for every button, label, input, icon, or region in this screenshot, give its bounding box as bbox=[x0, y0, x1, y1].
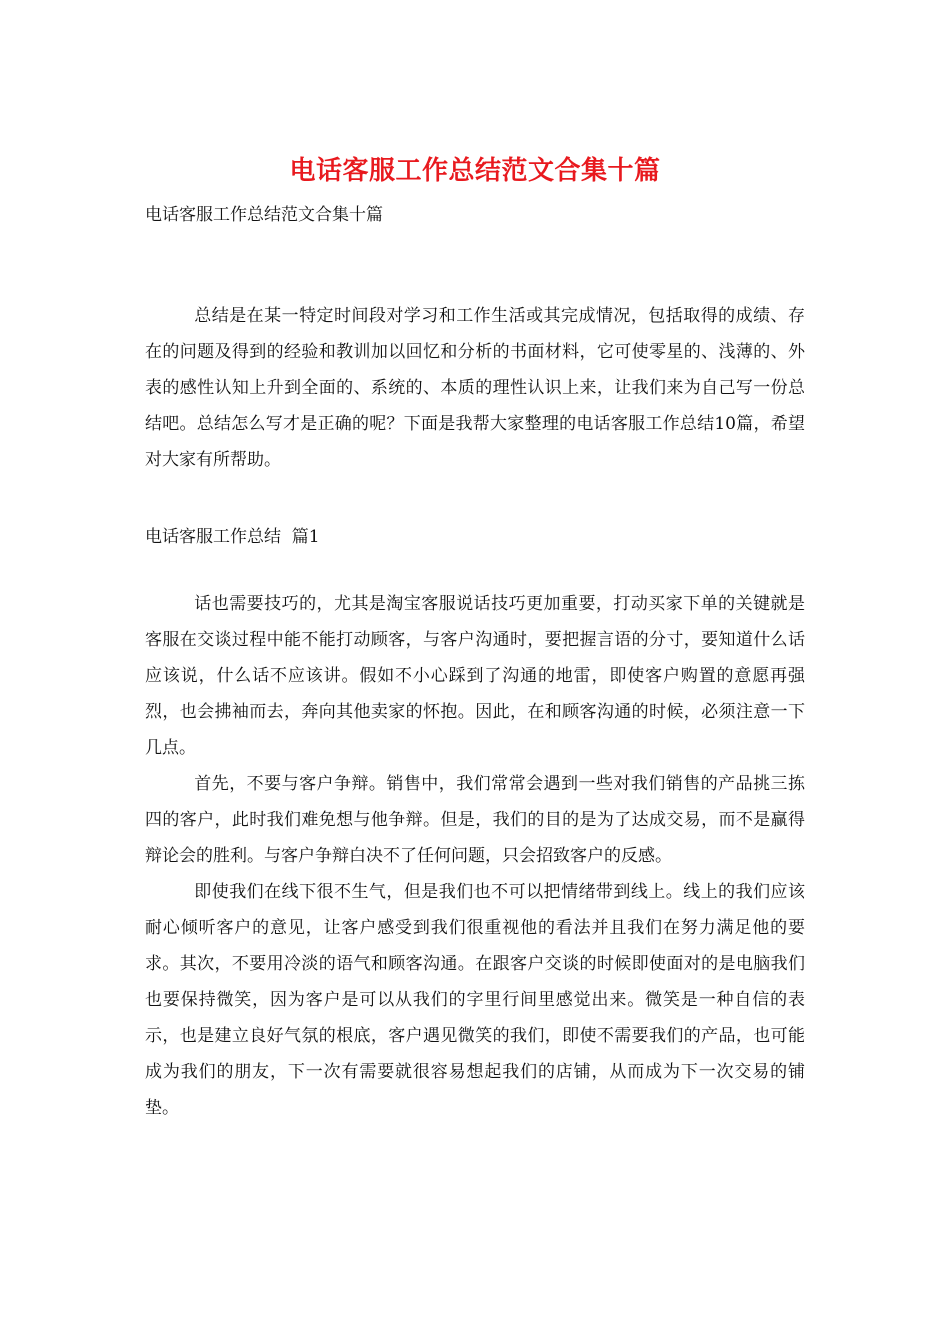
intro-paragraph: 总结是在某一特定时间段对学习和工作生活或其完成情况，包括取得的成绩、存在的问题及得到的经验和教训加以回忆和分析的书面材料，它可使零星的、浅薄的、外表的感性认知上升到全面的、系统的、本质的理性认识上来，让我们来为自己写一份总结吧。总结怎么写才是正确的呢？下面是我帮大家整理的电话客服工作总结10篇，希望对大家有所帮助。 bbox=[145, 306, 805, 470]
section-1-paragraph-2: 首先，不要与客户争辩。销售中，我们常常会遇到一些对我们销售的产品挑三拣四的客户，此时我们难免想与他争辩。但是，我们的目的是为了达成交易，而不是赢得辩论会的胜利。与客户争辩白决不了任何问题，只会招致客户的反感。 bbox=[145, 774, 805, 866]
section-1-body bbox=[145, 586, 805, 1126]
document-title: 电话客服工作总结范文合集十篇 bbox=[289, 156, 661, 186]
intro-block bbox=[145, 298, 805, 478]
section-1-paragraph-1: 话也需要技巧的，尤其是淘宝客服说话技巧更加重要，打动买家下单的关键就是客服在交谈过程中能不能打动顾客，与客户沟通时，要把握言语的分寸，要知道什么话应该说，什么话不应该讲。假如不小心踩到了沟通的地雷，即使客户购置的意愿再强烈，也会拂袖而去，奔向其他卖家的怀抱。因此，在和顾客沟通的时候，必须注意一下几点。 bbox=[145, 594, 805, 758]
section-1-paragraph-3: 即使我们在线下很不生气，但是我们也不可以把情绪带到线上。线上的我们应该耐心倾听客户的意见，让客户感受到我们很重视他的看法并且我们在努力满足他的要求。其次，不要用冷淡的语气和顾客沟通。在跟客户交谈的时候即使面对的是电脑我们也要保持微笑，因为客户是可以从我们的字里行间里感觉出来。微笑是一种自信的表示，也是建立良好气氛的根底，客户遇见微笑的我们，即使不需要我们的产品，也可能成为我们的朋友，下一次有需要就很容易想起我们的店铺，从而成为下一次交易的铺垫。 bbox=[145, 882, 805, 1118]
document-subtitle: 电话客服工作总结范文合集十篇 bbox=[145, 205, 383, 225]
section-heading-1: 电话客服工作总结 篇1 bbox=[145, 527, 320, 547]
